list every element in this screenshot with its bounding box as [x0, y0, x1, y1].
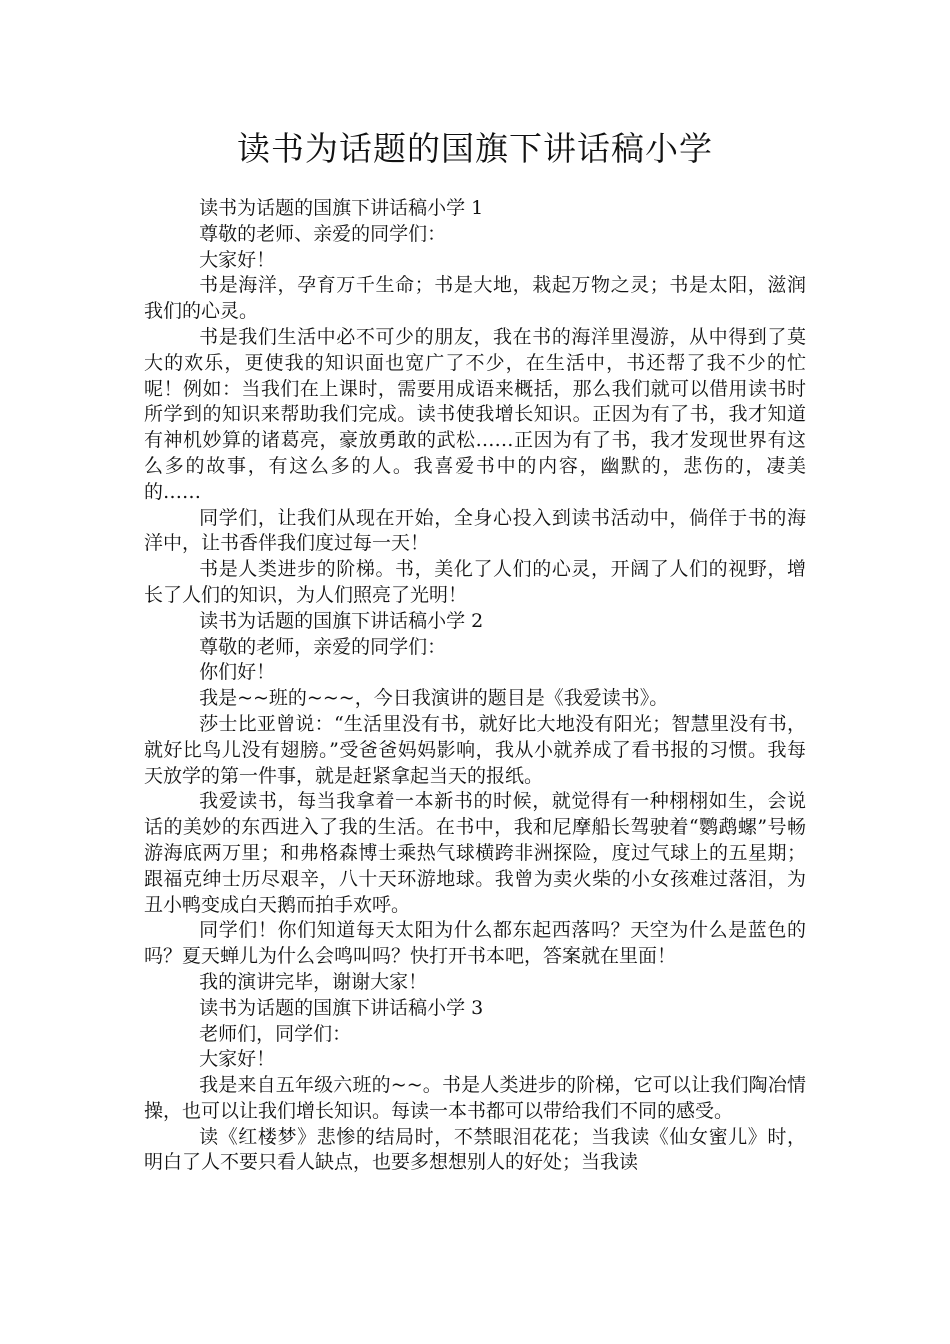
paragraph: 我爱读书，每当我拿着一本新书的时候，就觉得有一种栩栩如生，会说话的美妙的东西进入了我的生活。在书中，我和尼摩船长驾驶着“鹦鹉螺”号畅游海底两万里；和弗格森博士乘热气球横跨非洲探险，度过气球上的五星期；跟福克绅士历尽艰辛，八十天环游地球。我曾为卖火柴的小女孩难过落泪，为丑小鸭变成白天鹅而拍手欢呼。 [144, 790, 806, 916]
paragraph: 同学们！你们知道每天太阳为什么都东起西落吗？天空为什么是蓝色的吗？夏天蝉儿为什么会鸣叫吗？快打开书本吧，答案就在里面！ [144, 919, 806, 968]
salutation: 老师们，同学们： [199, 1022, 352, 1045]
section-heading-1: 读书为话题的国旗下讲话稿小学 1 [199, 197, 484, 219]
closing: 我的演讲完毕，谢谢大家！ [199, 970, 428, 993]
paragraph: 我是~~班的~~~，今日我演讲的题目是《我爱读书》。 [199, 687, 669, 710]
paragraph: 书是人类进步的阶梯。书，美化了人们的心灵，开阔了人们的视野，增长了人们的知识，为人们照亮了光明！ [144, 558, 806, 606]
section-heading-3: 读书为话题的国旗下讲话稿小学 3 [199, 996, 484, 1019]
paragraph: 莎士比亚曾说：“生活里没有书，就好比大地没有阳光；智慧里没有书，就好比鸟儿没有翅膀。”受爸爸妈妈影响，我从小就养成了看书报的习惯。我每天放学的第一件事，就是赶紧拿起当天的报纸。 [144, 712, 806, 787]
paragraph: 书是海洋，孕育万千生命；书是大地，栽起万物之灵；书是太阳，滋润我们的心灵。 [144, 274, 806, 323]
paragraph: 同学们，让我们从现在开始，全身心投入到读书活动中，倘佯于书的海洋中，让书香伴我们度过每一天！ [144, 506, 806, 555]
greeting: 你们好！ [199, 661, 276, 684]
salutation: 尊敬的老师、亲爱的同学们： [199, 222, 447, 245]
greeting: 大家好！ [199, 1048, 276, 1071]
greeting: 大家好！ [199, 248, 276, 271]
salutation: 尊敬的老师，亲爱的同学们： [199, 635, 447, 658]
paragraph: 我是来自五年级六班的~~。书是人类进步的阶梯，它可以让我们陶冶情操，也可以让我们增长知识。每读一本书都可以带给我们不同的感受。 [144, 1074, 806, 1122]
paragraph: 书是我们生活中必不可少的朋友，我在书的海洋里漫游，从中得到了莫大的欢乐，更使我的知识面也宽广了不少，在生活中，书还帮了我不少的忙呢！例如：当我们在上课时，需要用成语来概括，那么我们就可以借用读书时所学到的知识来帮助我们完成。读书使我增长知识。正因为有了书，我才知道有神机妙算的诸葛亮，豪放勇敢的武松……正因为有了书，我才发现世界有这么多的故事，有这么多的人。我喜爱书中的内容，幽默的，悲伤的，凄美的…… [144, 325, 806, 503]
document-body [144, 196, 806, 1176]
document-title: 读书为话题的国旗下讲话稿小学 [237, 129, 713, 168]
paragraph: 读《红楼梦》悲惨的结局时，不禁眼泪花花；当我读《仙女蜜儿》时，明白了人不要只看人缺点，也要多想想别人的好处；当我读 [144, 1125, 806, 1174]
section-heading-2: 读书为话题的国旗下讲话稿小学 2 [199, 609, 484, 632]
